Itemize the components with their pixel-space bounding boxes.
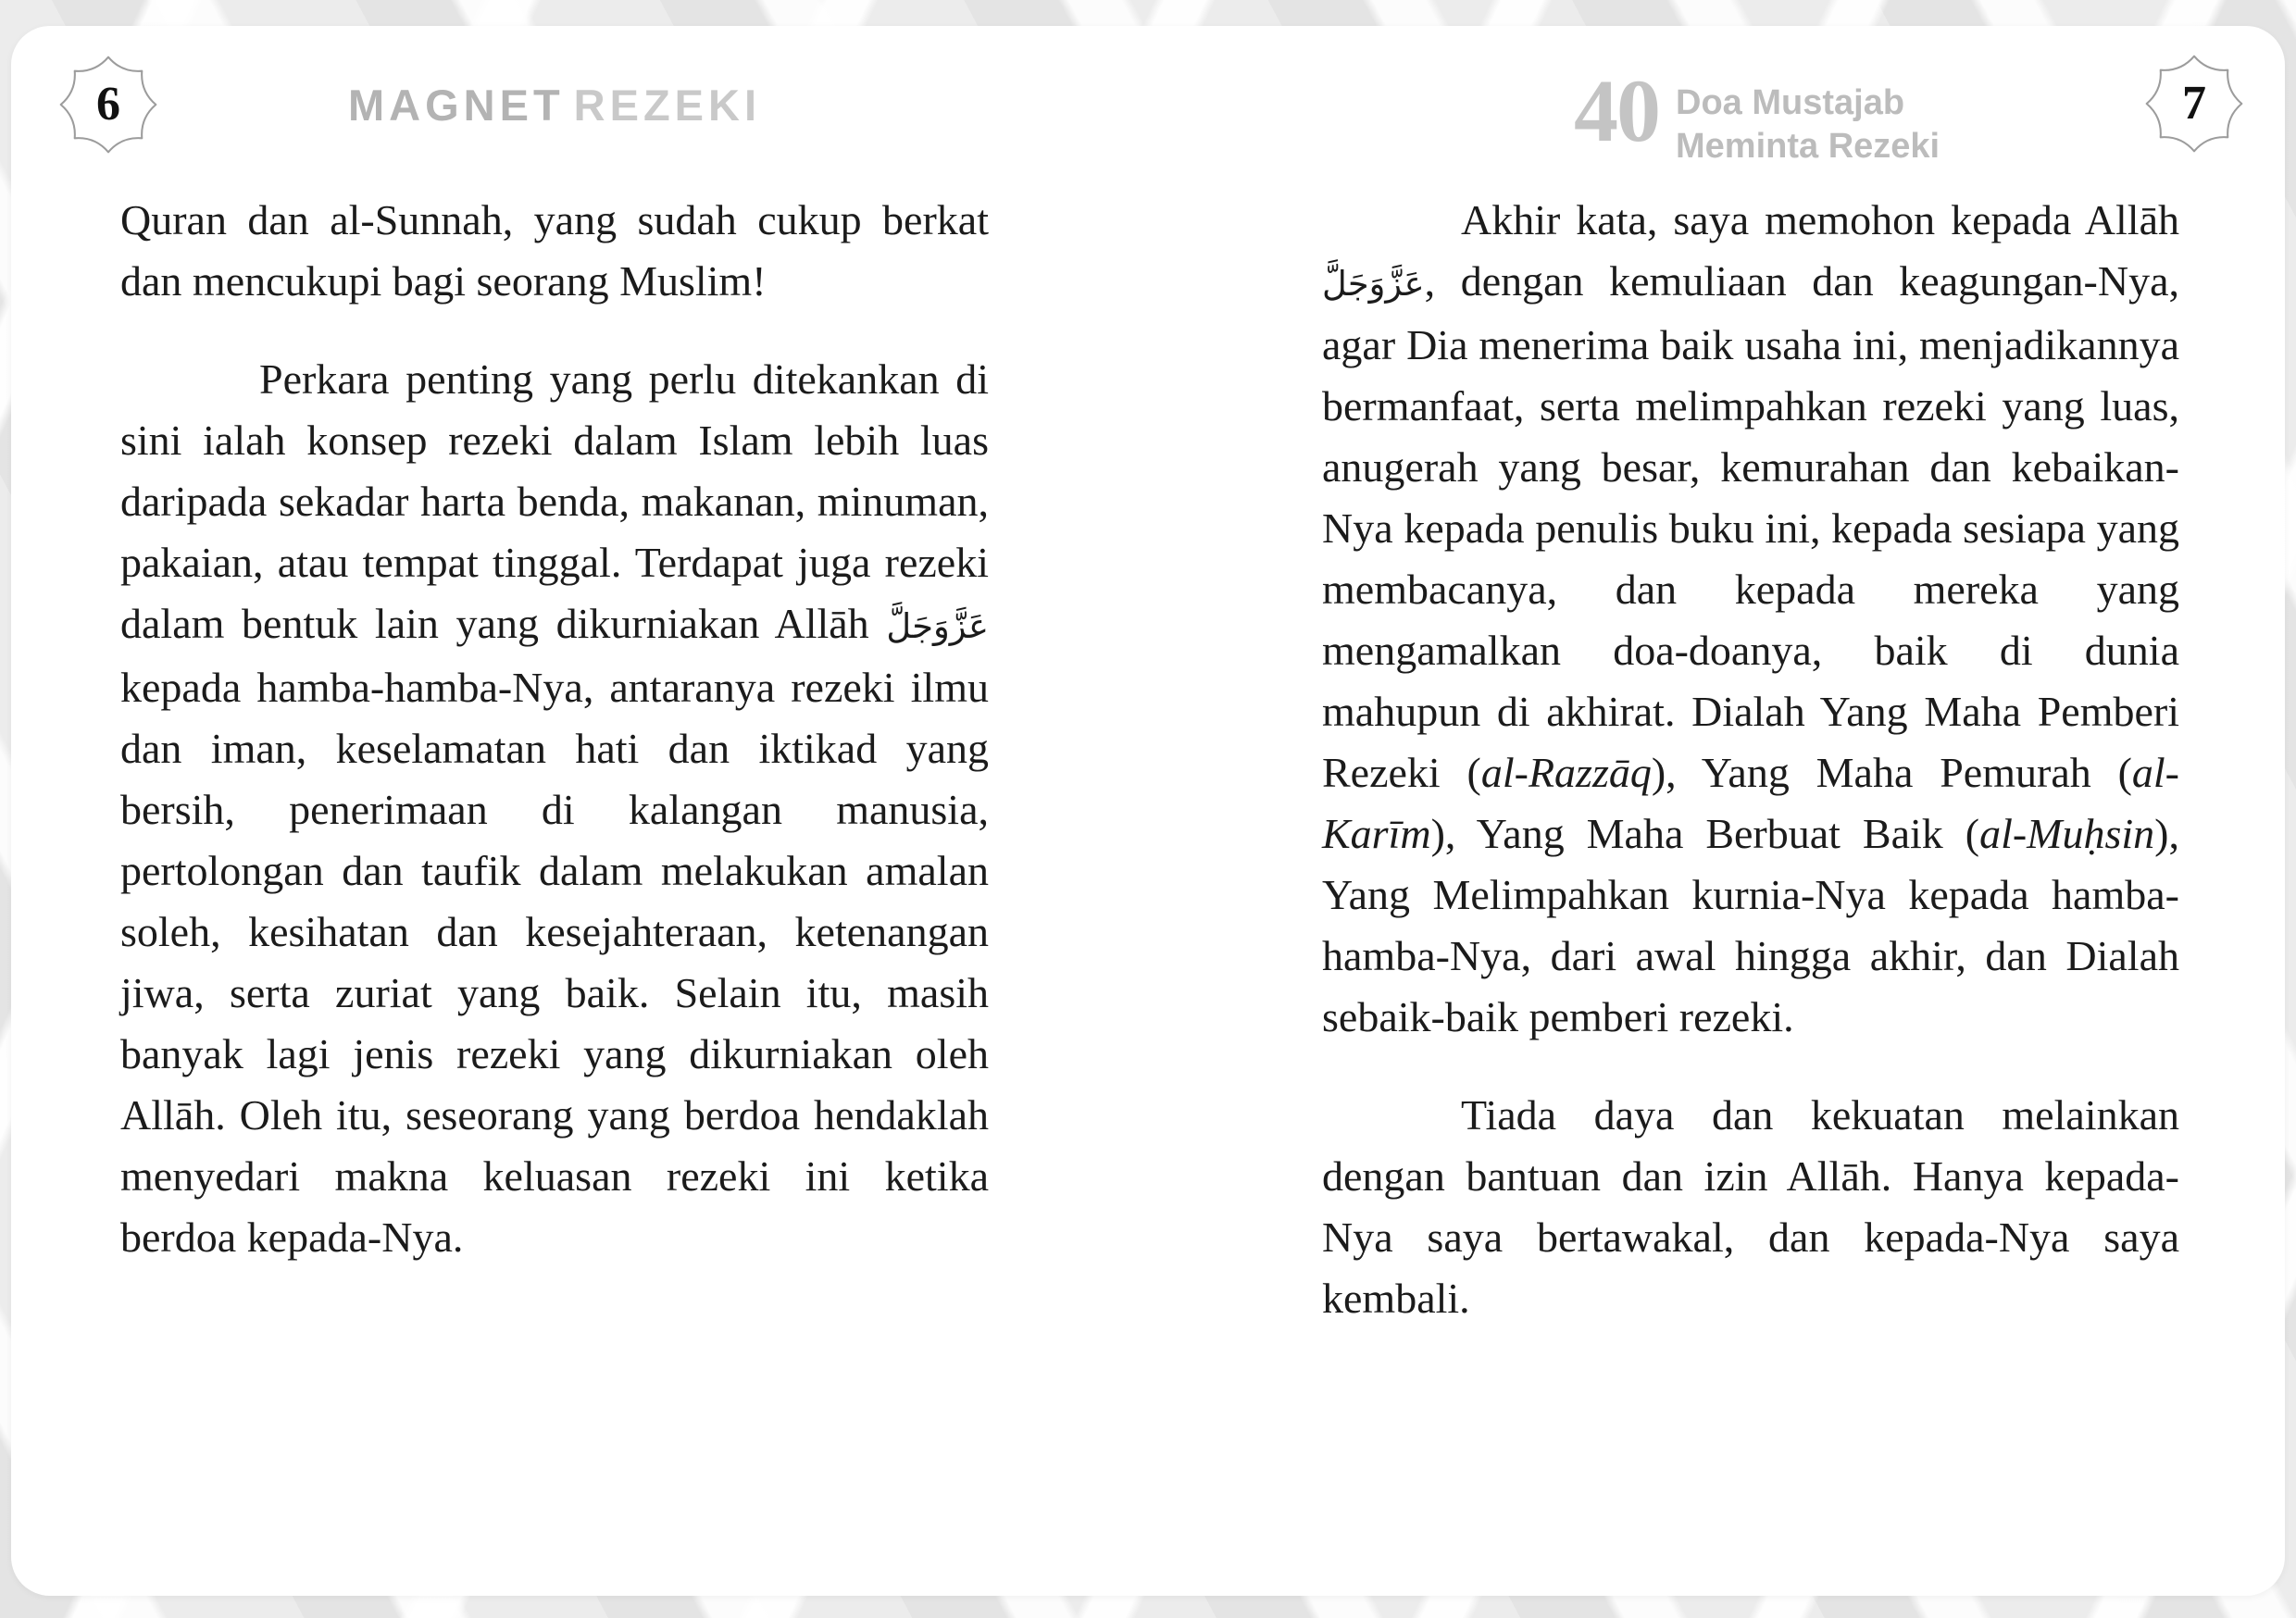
arabic-honorific: عَزَّوَجَلَّ [1322, 264, 1425, 304]
paragraph: Akhir kata, saya memohon kepada Allāh عَزَّوَجَلَّ, dengan kemuliaan dan keagungan-Nya, agar Dia menerima baik usaha ini, menjadikannya bermanfaat, serta melimpahkan rezeki yang luas, anugerah yang besar, kemurahan dan kebaikan-Nya kepada penulis buku ini, kepada sesiapa yang membacanya, dan kepada mereka yang mengamalkan doa-doanya, baik di dunia mahupun di akhirat. Dialah Yang Maha Pemberi Rezeki (al-Razzāq), Yang Maha Pemurah (al-Karīm), Yang Maha Berbuat Baik (al-Muḥsin), Yang Melimpahkan kurnia-Nya kepada hamba-hamba-Nya, dari awal hingga akhir, dan Dialah sebaik-baik pemberi rezeki. [1322, 196, 2179, 1040]
running-head-book-title [348, 81, 762, 130]
paragraph: Perkara penting yang perlu ditekankan di sini ialah konsep rezeki dalam Islam lebih luas daripada sekadar harta benda, makanan, minuman, pakaian, atau tempat tinggal. Terdapat juga rezeki dalam bentuk lain yang dikurniakan Allāh عَزَّوَجَلَّ kepada hamba-hamba-Nya, antaranya rezeki ilmu dan iman, keselamatan hati dan iktikad yang bersih, penerimaan di kalangan manusia, pertolongan dan taufik dalam melakukan amalan soleh, kesihatan dan kesejahteraan, ketenangan jiwa, serta zuriat yang baik. Selain itu, masih banyak lagi jenis rezeki yang dikurniakan oleh Allāh. Oleh itu, seseorang yang berdoa hendaklah menyedari makna keluasan rezeki ini ketika berdoa kepada-Nya. [120, 355, 989, 1261]
book-title-part1: MAGNET [348, 81, 565, 130]
page-number-badge-left [56, 53, 160, 156]
chapter-number: 40 [1574, 61, 1659, 160]
left-page-text-column [120, 190, 989, 1268]
book-title-part2: REZEKI [573, 81, 762, 130]
arabic-honorific: عَزَّوَجَلَّ [886, 606, 989, 646]
chapter-subtitle-line2: Meminta Rezeki [1676, 127, 1940, 166]
paragraph: Quran dan al-Sunnah, yang sudah cukup berkat dan mencukupi bagi seorang Muslim! [120, 196, 989, 305]
page-card [11, 26, 2285, 1596]
chapter-subtitle-line1: Doa Mustajab [1676, 83, 1905, 122]
right-page-text-column [1322, 190, 2179, 1329]
right-page-number: 7 [2182, 77, 2206, 130]
left-page-number: 6 [96, 78, 120, 131]
running-head-chapter [1574, 61, 1940, 168]
page-number-badge-right [2142, 52, 2246, 156]
chapter-subtitle [1676, 81, 1940, 168]
paragraph: Tiada daya dan kekuatan melainkan dengan bantuan dan izin Allāh. Hanya kepada-Nya saya bertawakal, dan kepada-Nya saya kembali. [1322, 1091, 2179, 1322]
